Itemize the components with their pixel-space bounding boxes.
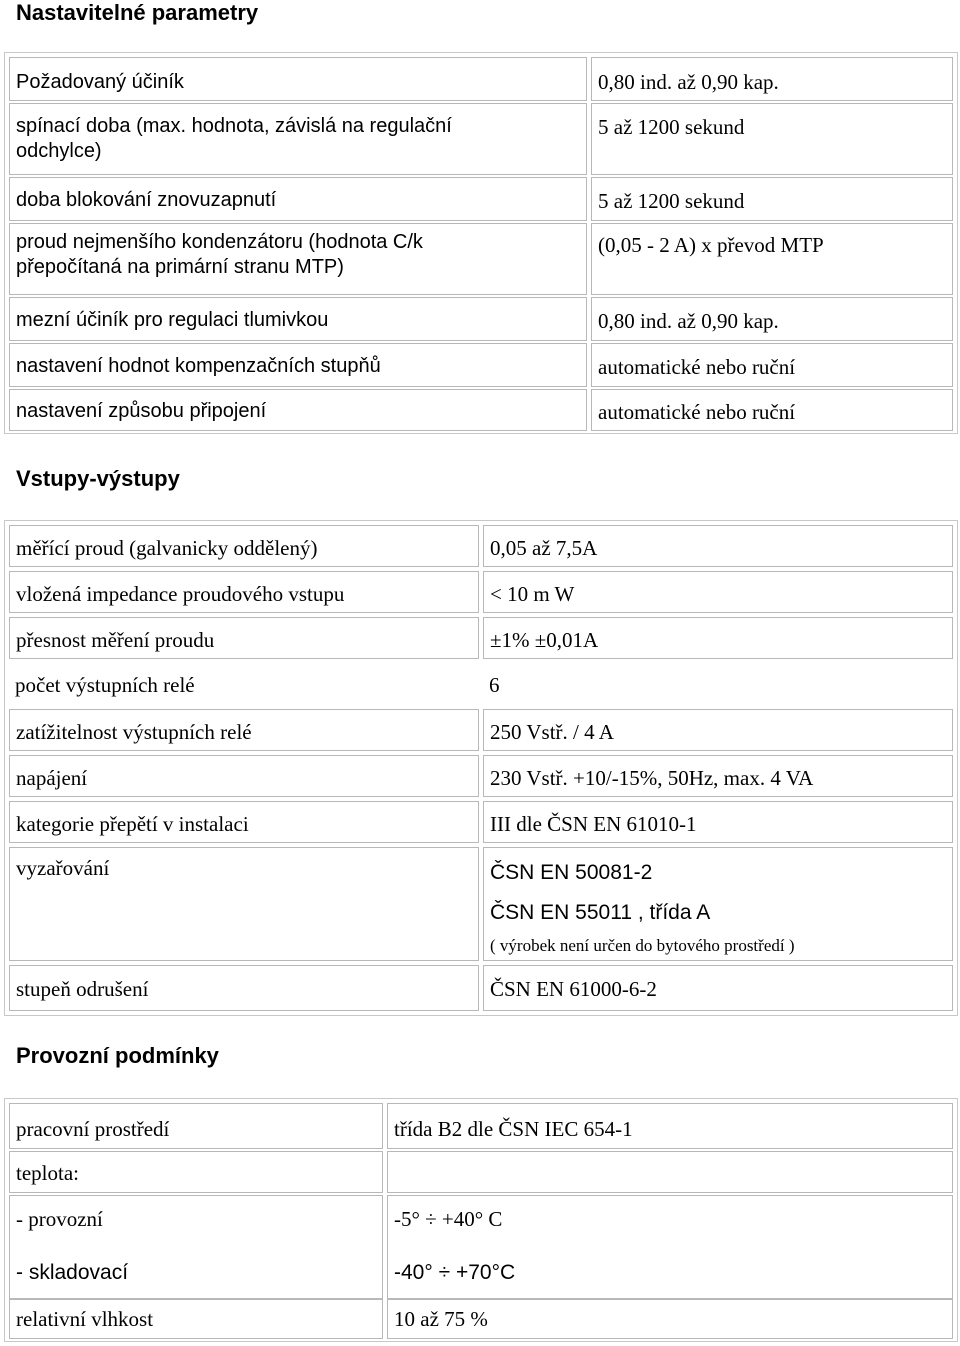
emission-standard-2: ČSN EN 55011 , třída A [490,901,711,924]
params-row-7-label: nastavení způsobu připojení [9,389,587,431]
io-row-1-value: 0,05 až 7,5A [483,525,953,567]
params-row-6-label: nastavení hodnot kompenzačních stupňů [9,343,587,387]
params-row-4-label: proud nejmenšího kondenzátoru (hodnota C/k přepočítaná na primární stranu MTP) [9,223,587,295]
params-row-3-label: doba blokování znovuzapnutí [9,177,587,221]
io-row-4-label: počet výstupních relé [15,673,195,697]
io-row-9-value: ČSN EN 61000-6-2 [483,965,953,1011]
io-row-3-value: ±1% ±0,01A [483,617,953,659]
conditions-table [4,1098,958,1342]
section-heading-nastavitelne: Nastavitelné parametry [16,0,259,25]
io-row-7-label: kategorie přepětí v instalaci [9,801,479,843]
params-row-1-label: Požadovaný účiník [9,57,587,101]
params-table [4,52,958,434]
cond-oper-label: - provozní [16,1207,103,1231]
io-row-6-label: napájení [9,755,479,797]
cond-temp-sub-values [387,1195,953,1299]
params-row-2-label: spínací doba (max. hodnota, závislá na regulační odchylce) [9,103,587,175]
section-heading-vstupy: Vstupy-výstupy [16,466,180,491]
io-row-4-value: 6 [489,673,500,697]
params-row-3-value: 5 až 1200 sekund [591,177,953,221]
emission-note: ( výrobek není určen do bytového prostředí ) [490,936,795,955]
io-table [4,520,958,1016]
cond-oper-value: -5° ÷ +40° C [394,1207,503,1231]
cond-hum-label: relativní vlhkost [9,1299,383,1339]
cond-env-value: třída B2 dle ČSN IEC 654-1 [387,1103,953,1149]
params-row-2-value: 5 až 1200 sekund [591,103,953,175]
params-row-7-value: automatické nebo ruční [591,389,953,431]
io-row-8-label: vyzařování [9,847,479,961]
params-row-5-value: 0,80 ind. až 0,90 kap. [591,297,953,341]
cond-temp-label: teplota: [9,1151,383,1193]
io-row-2-label: vložená impedance proudového vstupu [9,571,479,613]
io-row-9-label: stupeň odrušení [9,965,479,1011]
io-row-5-label: zatížitelnost výstupních relé [9,709,479,751]
params-row-1-value: 0,80 ind. až 0,90 kap. [591,57,953,101]
cond-store-label: - skladovací [16,1261,129,1284]
io-row-7-value: III dle ČSN EN 61010-1 [483,801,953,843]
section-heading-provozni: Provozní podmínky [16,1043,219,1068]
cond-hum-value: 10 až 75 % [387,1299,953,1339]
io-row-3-label: přesnost měření proudu [9,617,479,659]
io-row-2-value: < 10 m W [483,571,953,613]
io-row-5-value: 250 Vstř. / 4 A [483,709,953,751]
emission-standard-1: ČSN EN 50081-2 [490,861,653,884]
cond-temp-value-empty [387,1151,953,1193]
cond-store-value: -40° ÷ +70°C [394,1261,516,1284]
params-row-6-value: automatické nebo ruční [591,343,953,387]
io-row-8-value [483,847,953,961]
params-row-5-label: mezní účiník pro regulaci tlumivkou [9,297,587,341]
params-row-4-value: (0,05 - 2 A) x převod MTP [591,223,953,295]
io-row-6-value: 230 Vstř. +10/-15%, 50Hz, max. 4 VA [483,755,953,797]
io-row-1-label: měřící proud (galvanicky oddělený) [9,525,479,567]
cond-env-label: pracovní prostředí [9,1103,383,1149]
cond-temp-sub-labels [9,1195,383,1299]
